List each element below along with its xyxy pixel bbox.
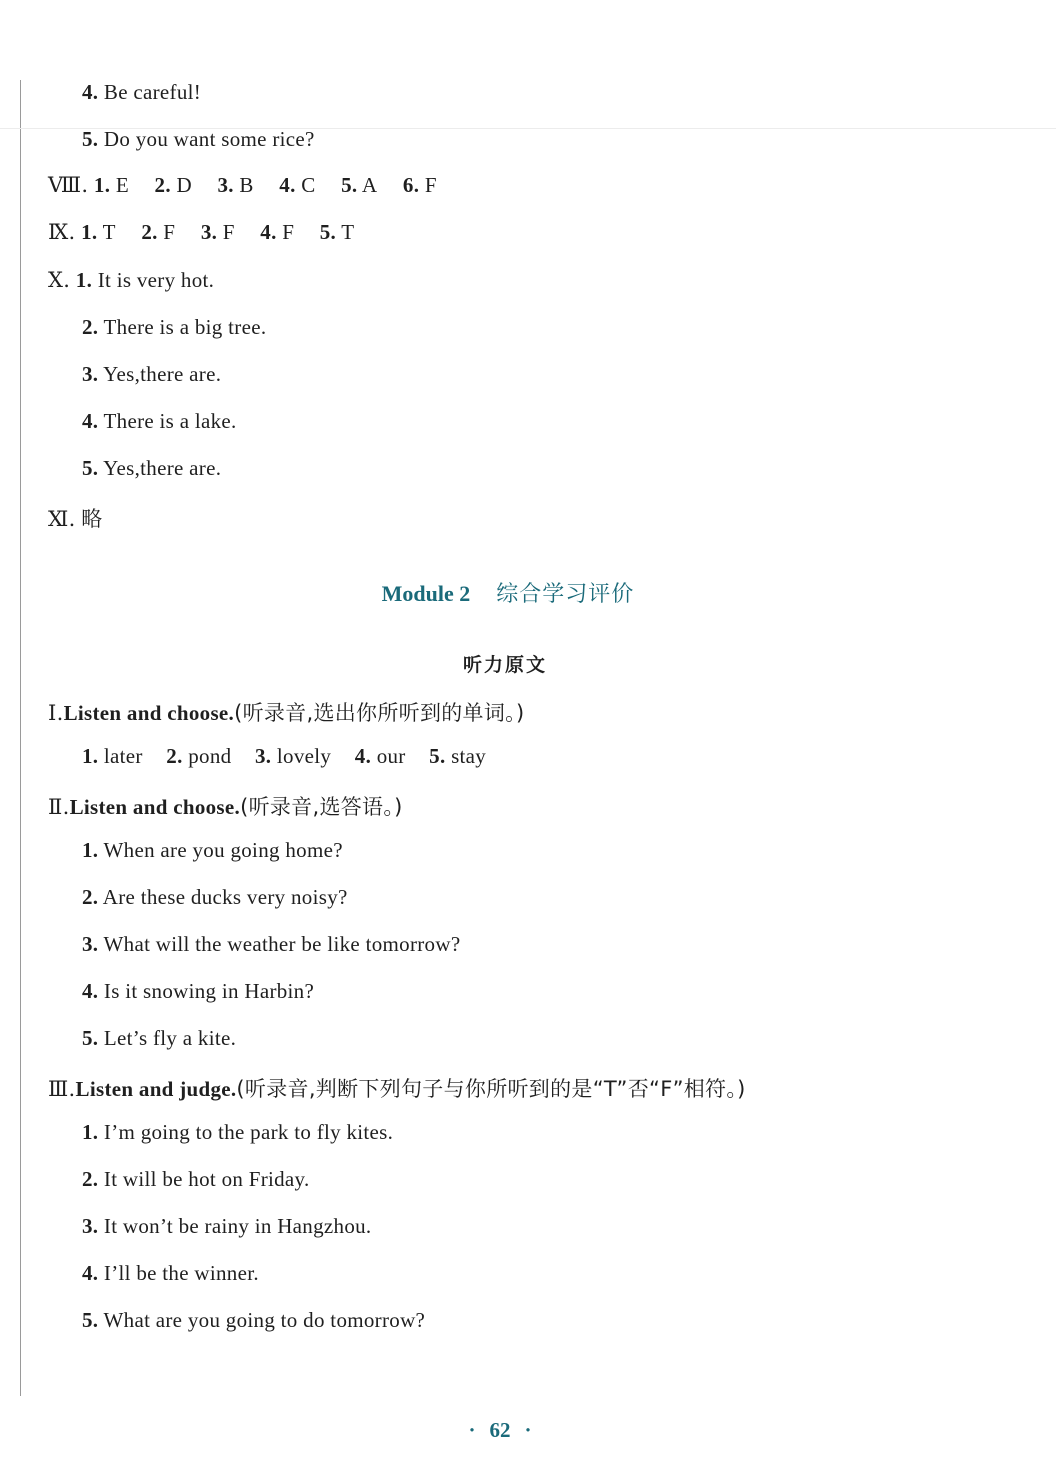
item-number: 4. [82, 979, 99, 1003]
word: stay [451, 744, 487, 768]
item-number: 3. [82, 932, 99, 956]
item-number: 1. [82, 838, 99, 862]
answer-letter: F [424, 173, 437, 197]
transcript-line [82, 838, 343, 863]
answer-text: Yes,there are. [103, 362, 222, 386]
answer-line [82, 362, 221, 387]
section-number: Ⅱ. [48, 795, 70, 819]
section-number: Ⅲ. [48, 1077, 76, 1101]
answer-letter: C [301, 173, 316, 197]
answer-text: There is a big tree. [103, 315, 267, 339]
section-number: Ⅺ. [48, 507, 76, 531]
answer-line [82, 315, 266, 340]
answer-letter: T [102, 220, 116, 244]
transcript-text: What will the weather be like tomorrow? [103, 932, 461, 956]
item-number: 4. [82, 409, 99, 433]
transcript-text: I’ll be the winner. [103, 1261, 259, 1285]
transcript-line [82, 1120, 393, 1145]
word: lovely [276, 744, 332, 768]
item-number: 2. [166, 744, 183, 768]
item-number: 5. [319, 220, 337, 244]
transcript-line [82, 1214, 371, 1239]
item-number: 5. [82, 1308, 99, 1332]
page-number [0, 1418, 1000, 1443]
answer-line [82, 127, 315, 152]
answer-letter: F [222, 220, 235, 244]
transcript-line [82, 1167, 310, 1192]
transcript-text: It won’t be rainy in Hangzhou. [103, 1214, 372, 1238]
answer-row-ix [48, 220, 354, 245]
question-instruction: (听录音,选出你所听到的单词。) [234, 701, 525, 725]
transcript-line [82, 979, 314, 1004]
answer-text: There is a lake. [103, 409, 237, 433]
answer-letter: F [282, 220, 295, 244]
transcript-text: It will be hot on Friday. [103, 1167, 310, 1191]
answer-text: Do you want some rice? [103, 127, 315, 151]
answer-text: Be careful! [103, 80, 202, 104]
margin-rule [20, 80, 21, 1396]
question-title: Listen and choose. [63, 701, 235, 725]
item-number: 1. [81, 220, 98, 244]
answer-letter: D [176, 173, 192, 197]
item-number: 4. [82, 80, 99, 104]
item-number: 1. [82, 1120, 99, 1144]
item-number: 3. [82, 1214, 99, 1238]
word: our [376, 744, 406, 768]
transcript-text: Are these ducks very noisy? [102, 885, 348, 909]
answer-line [48, 268, 214, 293]
item-number: 1. [75, 268, 93, 292]
module-heading [0, 577, 1016, 608]
item-number: 2. [82, 885, 99, 909]
item-number: 5. [341, 173, 358, 197]
transcript-line [82, 1308, 425, 1333]
transcript-text: When are you going home? [103, 838, 343, 862]
section-number: Ⅹ. [48, 268, 71, 292]
answer-line [82, 456, 221, 481]
transcript-line [82, 885, 348, 910]
item-number: 4. [260, 220, 277, 244]
item-number: 5. [82, 1026, 99, 1050]
item-number: 5. [429, 744, 446, 768]
answer-letter: T [341, 220, 355, 244]
section-number: Ⅷ. [48, 173, 89, 197]
item-number: 2. [141, 220, 158, 244]
item-number: 3. [200, 220, 218, 244]
item-number: 3. [82, 362, 99, 386]
answer-line [48, 503, 103, 533]
item-number: 3. [254, 744, 272, 768]
answer-letter: A [361, 173, 378, 197]
word: pond [188, 744, 232, 768]
question-instruction: (听录音,选答语。) [240, 795, 403, 819]
item-number: 5. [82, 456, 99, 480]
page-number-value: 62 [489, 1418, 511, 1442]
item-number: 4. [279, 173, 296, 197]
item-number: 1. [93, 173, 111, 197]
answer-letter: F [163, 220, 176, 244]
item-number: 6. [402, 173, 420, 197]
module-subtitle: 综合学习评价 [496, 582, 635, 607]
section-number: Ⅰ. [48, 701, 64, 725]
question-title: Listen and choose. [69, 795, 241, 819]
page-number-dot: · [468, 1418, 476, 1442]
item-number: 5. [82, 127, 99, 151]
transcript-text: Is it snowing in Harbin? [103, 979, 315, 1003]
page-number-dot: · [524, 1418, 532, 1442]
question-heading [48, 791, 403, 821]
item-number: 2. [154, 173, 171, 197]
question-heading [48, 1073, 746, 1103]
item-number: 1. [82, 744, 99, 768]
transcript-line [82, 1026, 236, 1051]
answer-letter: B [239, 173, 254, 197]
item-number: 2. [82, 315, 99, 339]
section-number: Ⅸ. [48, 220, 76, 244]
answer-text: 略 [81, 507, 103, 531]
word: later [103, 744, 143, 768]
answer-row-viii [48, 173, 437, 198]
answer-line [82, 80, 201, 105]
answer-letter: E [115, 173, 129, 197]
transcript-text: I’m going to the park to fly kites. [103, 1120, 394, 1144]
answer-text: It is very hot. [97, 268, 215, 292]
question-title: Listen and judge. [75, 1077, 237, 1101]
module-label: Module 2 [381, 581, 471, 606]
answer-line [82, 409, 237, 434]
transcript-text: Let’s fly a kite. [103, 1026, 237, 1050]
item-number: 4. [354, 744, 372, 768]
answer-text: Yes,there are. [103, 456, 222, 480]
transcript-line [82, 1261, 259, 1286]
item-number: 2. [82, 1167, 99, 1191]
transcript-line [82, 932, 460, 957]
question-instruction: (听录音,判断下列句子与你所听到的是“T”否“F”相符。) [236, 1077, 746, 1101]
question-heading [48, 697, 524, 727]
section-heading: 听力原文 [462, 654, 547, 676]
item-number: 4. [82, 1261, 99, 1285]
transcript-text: What are you going to do tomorrow? [103, 1308, 426, 1332]
word-list [82, 744, 486, 769]
item-number: 3. [217, 173, 234, 197]
